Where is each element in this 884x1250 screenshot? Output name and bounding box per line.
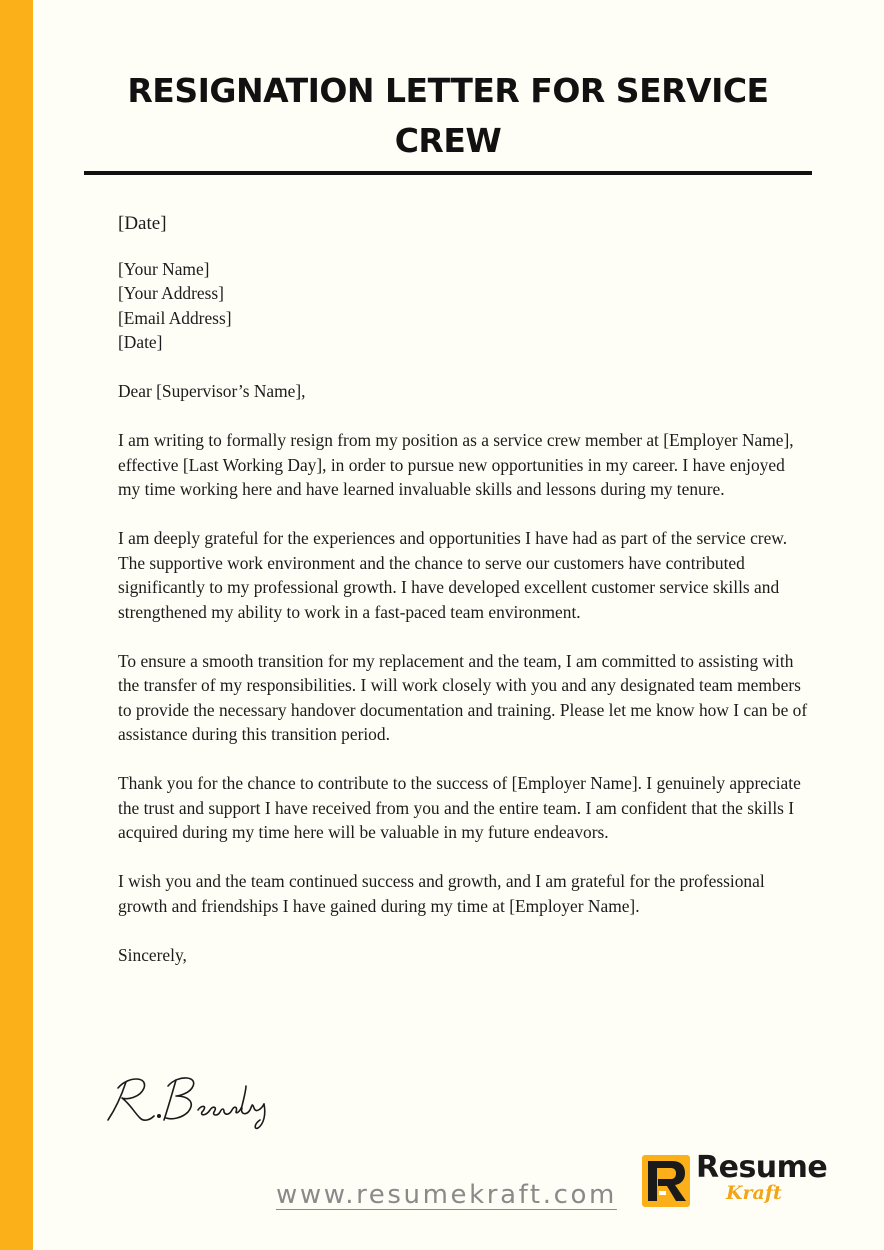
title-divider (84, 171, 812, 175)
sender-block (118, 257, 808, 355)
closing: Sincerely, (118, 944, 187, 965)
letter-date: [Date] (118, 213, 167, 234)
sender-date: [Date] (118, 332, 163, 352)
accent-bar (0, 0, 33, 1250)
brand-name: Resume (696, 1150, 828, 1185)
document-title: RESIGNATION LETTER FOR SERVICE CREW (127, 71, 769, 160)
resumekraft-logo-icon (642, 1155, 690, 1207)
paragraph-1: I am writing to formally resign from my position as a service crew member at [Employer Name], effective [Last Working Day], in order to pursue new opportunities in my career. I have enjoyed my time working here and have learned invaluable skills and lessons during my tenure. (118, 430, 794, 499)
salutation: Dear [Supervisor’s Name], (118, 381, 306, 401)
letter-body (118, 212, 808, 992)
paragraph-5: I wish you and the team continued success and growth, and I am grateful for the professional growth and friendships I have gained during my time at [Employer Name]. (118, 871, 765, 916)
paragraph-3: To ensure a smooth transition for my replacement and the team, I am committed to assisting with the transfer of my responsibilities. I will work closely with you and any designated team members to provide the necessary handover documentation and training. Please let me know how I can be of assistance during this transition period. (118, 650, 808, 744)
brand-subname: Kraft (726, 1182, 782, 1204)
handwritten-signature (104, 1068, 274, 1130)
paragraph-2: I am deeply grateful for the experiences and opportunities I have had as part of the service crew. The supportive work environment and the chance to serve our customers have contributed significantly to my professional growth. I have developed excellent customer service skills and strengthened my ability to work in a fast-paced team environment. (118, 528, 788, 622)
sender-name: [Your Name] (118, 258, 210, 279)
website-link[interactable]: www.resumekraft.com (276, 1180, 617, 1210)
paragraph-4: Thank you for the chance to contribute to the success of [Employer Name]. I genuinely appreciate the trust and support I have received from you and the entire team. I am confident that the skills I acquired during my time here will be valuable in my future endeavors. (118, 773, 801, 842)
brand-logo (642, 1152, 832, 1212)
sender-address: [Your Address] (118, 283, 224, 303)
sender-email: [Email Address] (118, 307, 232, 328)
